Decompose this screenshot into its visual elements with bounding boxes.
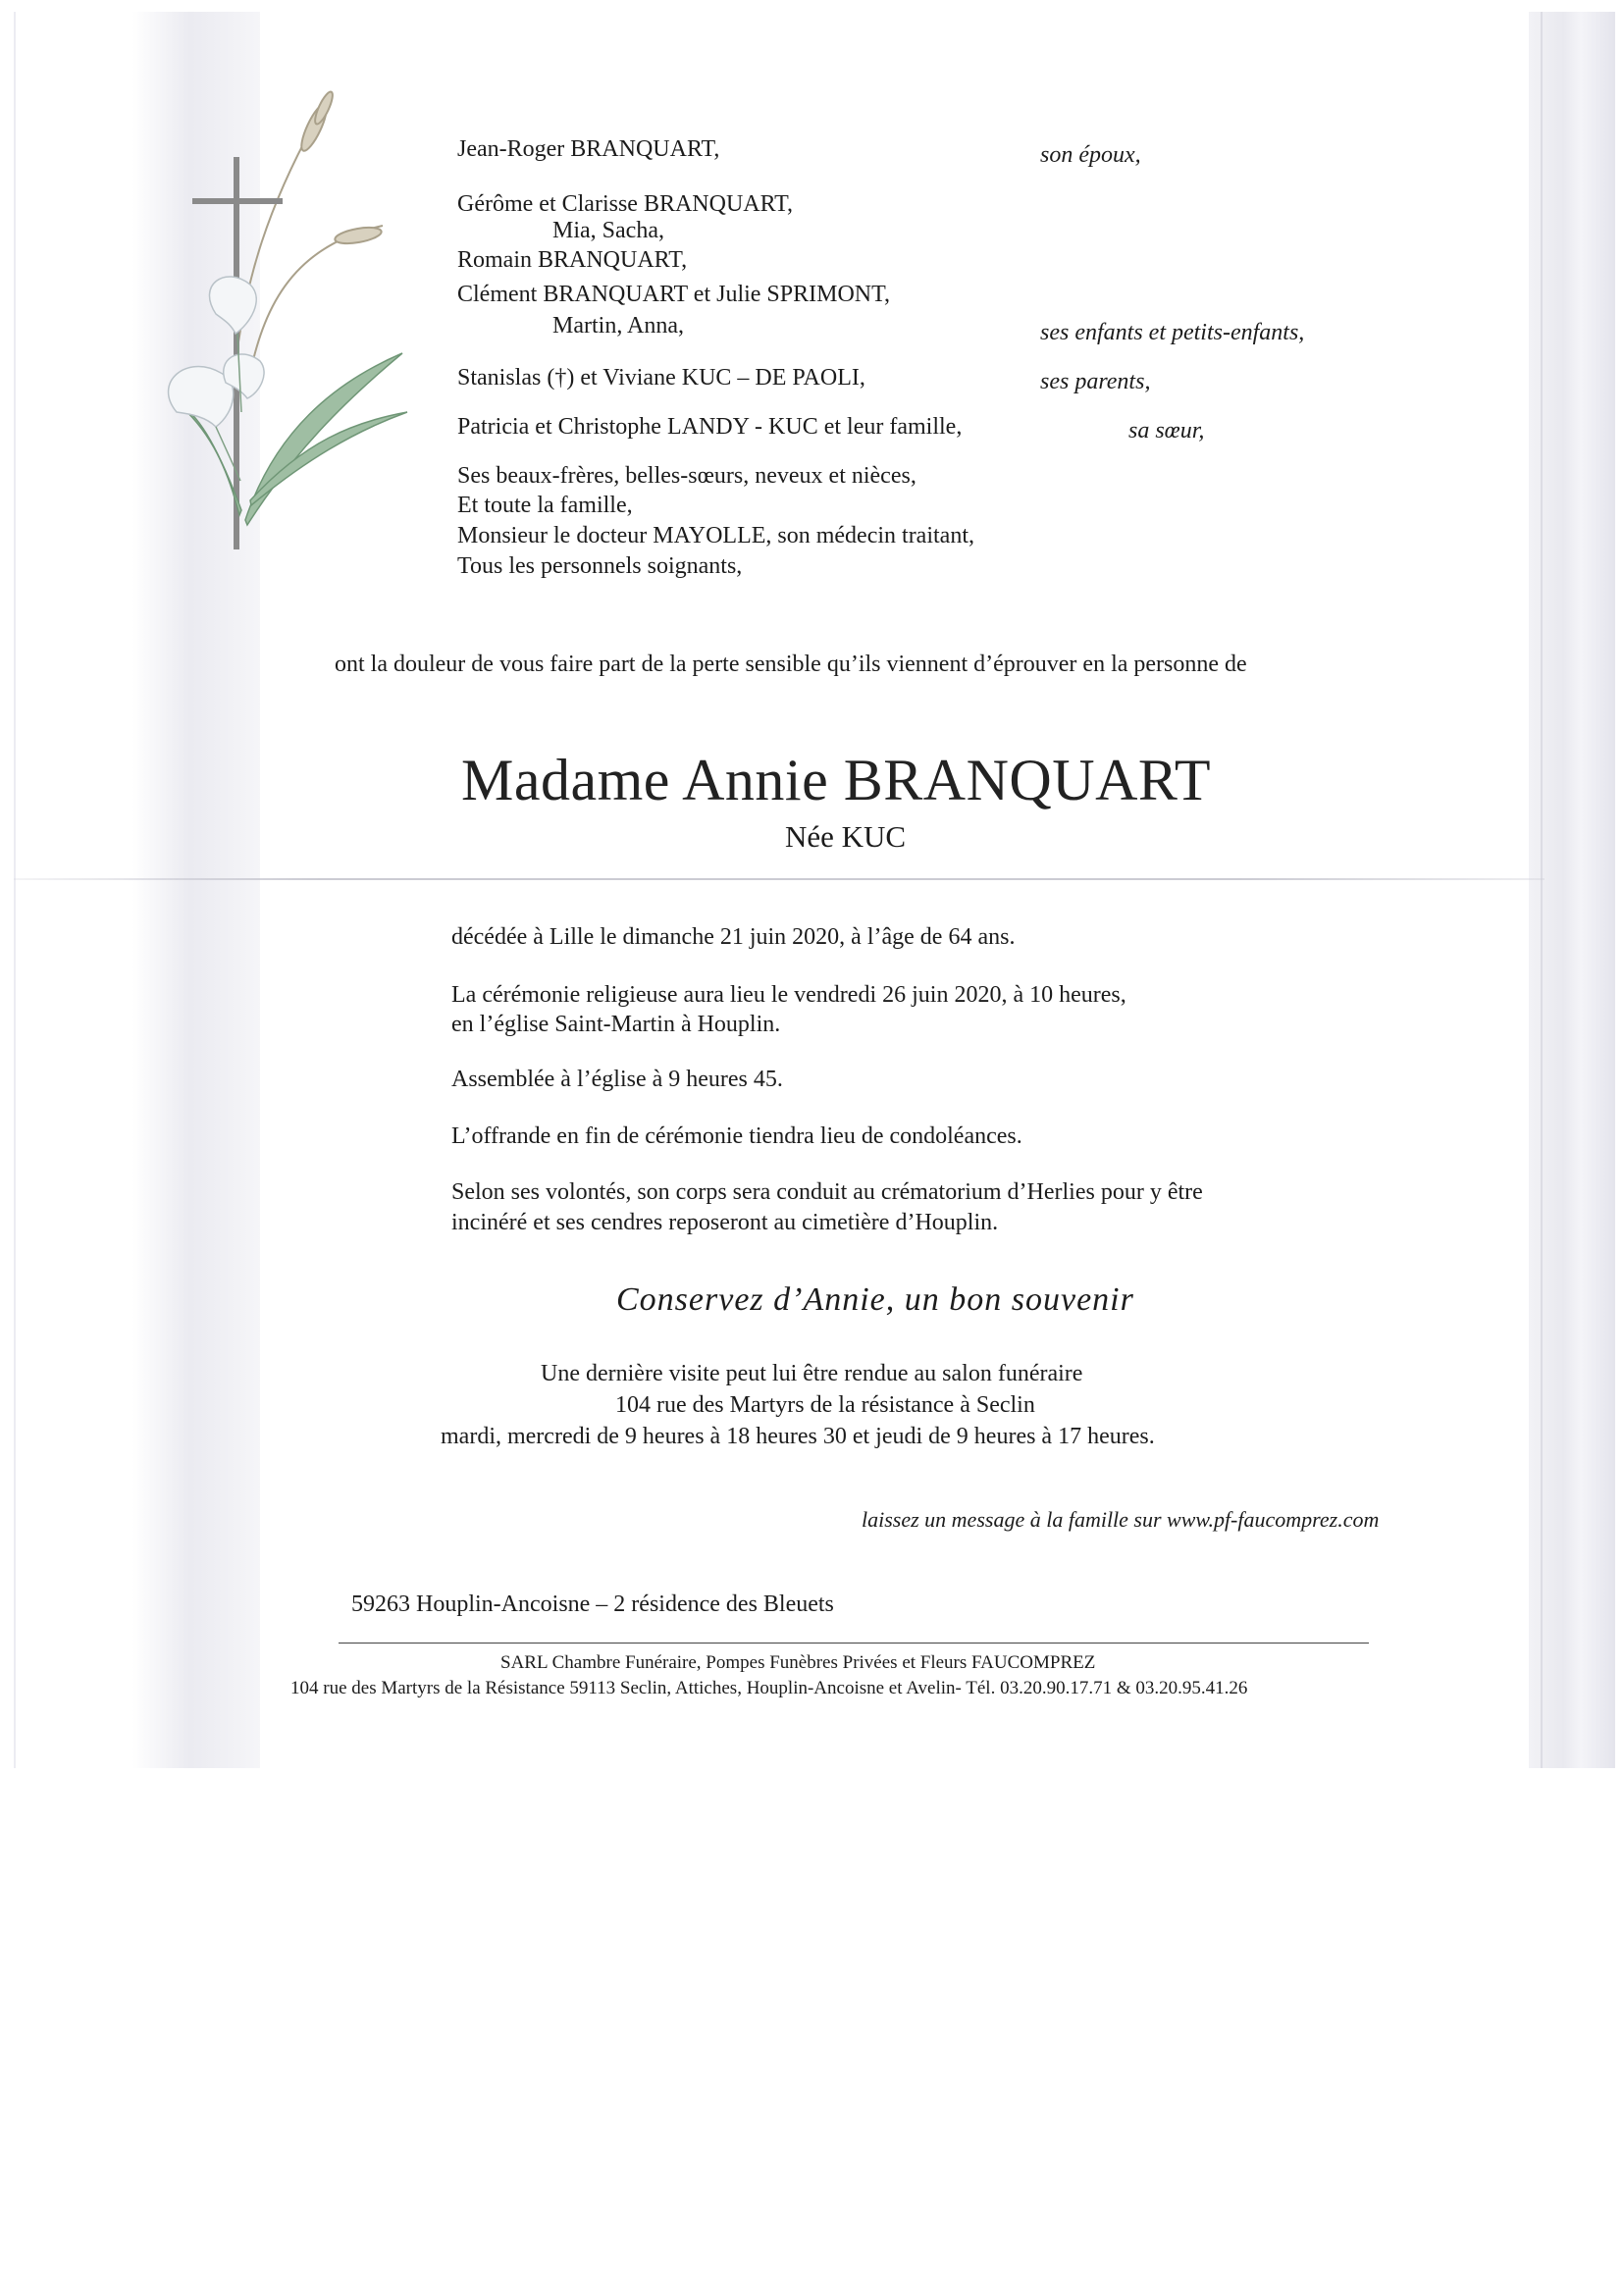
- visit-line: mardi, mercredi de 9 heures à 18 heures 30 et jeudi de 9 heures à 17 heures.: [441, 1424, 1155, 1449]
- child-line: Romain BRANQUART,: [457, 247, 688, 273]
- others-line: Tous les personnels soignants,: [457, 553, 743, 579]
- souvenir-text: Conservez d’Annie, un bon souvenir: [616, 1281, 1134, 1318]
- message-text: laissez un message à la famille sur www.pf-faucomprez.com: [862, 1507, 1380, 1532]
- birth-name: Née KUC: [785, 819, 907, 854]
- grandchildren-line: Martin, Anna,: [552, 313, 684, 339]
- assembly-details: Assemblée à l’église à 9 heures 45.: [451, 1067, 783, 1092]
- home-address: 59263 Houplin-Ancoisne – 2 résidence des Bleuets: [351, 1592, 834, 1617]
- footer-company: SARL Chambre Funéraire, Pompes Funèbres Privées et Fleurs FAUCOMPREZ: [500, 1652, 1096, 1673]
- deceased-name: Madame Annie BRANQUART: [461, 748, 1211, 812]
- announcement-text: ont la douleur de vous faire part de la perte sensible qu’ils viennent d’éprouver en la personne de: [335, 652, 1247, 677]
- children-role: ses enfants et petits-enfants,: [1040, 320, 1305, 345]
- footer-contact: 104 rue des Martyrs de la Résistance 59113 Seclin, Attiches, Houplin-Ancoisne et Avelin- Tél. 03.20.90.17.71 & 03.20.95.41.26: [290, 1678, 1248, 1698]
- others-line: Ses beaux-frères, belles-sœurs, neveux et nièces,: [457, 463, 916, 489]
- parents-role: ses parents,: [1040, 369, 1151, 394]
- others-line: Monsieur le docteur MAYOLLE, son médecin traitant,: [457, 523, 974, 548]
- offering-details: L’offrande en fin de cérémonie tiendra lieu de condoléances.: [451, 1123, 1022, 1149]
- wheat-icon: [236, 90, 383, 373]
- ceremony-details: en l’église Saint-Martin à Houplin.: [451, 1012, 781, 1037]
- child-line: Clément BRANQUART et Julie SPRIMONT,: [457, 282, 891, 307]
- visit-line: 104 rue des Martyrs de la résistance à Seclin: [615, 1392, 1035, 1418]
- husband-role: son époux,: [1040, 142, 1141, 168]
- wishes-details: Selon ses volontés, son corps sera conduit au crématorium d’Herlies pour y être: [451, 1179, 1203, 1205]
- cross-lily-illustration: [157, 88, 412, 559]
- husband-name: Jean-Roger BRANQUART,: [457, 136, 720, 162]
- ceremony-details: La cérémonie religieuse aura lieu le vendredi 26 juin 2020, à 10 heures,: [451, 982, 1126, 1008]
- fold-line: [14, 878, 1544, 880]
- wishes-details: incinéré et ses cendres reposeront au cimetière d’Houplin.: [451, 1210, 999, 1235]
- grandchildren-line: Mia, Sacha,: [552, 218, 664, 243]
- scan-edge-line: [1541, 12, 1543, 1768]
- others-line: Et toute la famille,: [457, 493, 633, 518]
- parents-name: Stanislas (†) et Viviane KUC – DE PAOLI,: [457, 365, 865, 391]
- child-line: Gérôme et Clarisse BRANQUART,: [457, 191, 794, 217]
- sister-role: sa sœur,: [1128, 418, 1205, 444]
- visit-line: Une dernière visite peut lui être rendue au salon funéraire: [541, 1361, 1083, 1386]
- footer-rule: [339, 1643, 1369, 1644]
- sister-name: Patricia et Christophe LANDY - KUC et leur famille,: [457, 414, 963, 440]
- death-details: décédée à Lille le dimanche 21 juin 2020, à l’âge de 64 ans.: [451, 924, 1016, 950]
